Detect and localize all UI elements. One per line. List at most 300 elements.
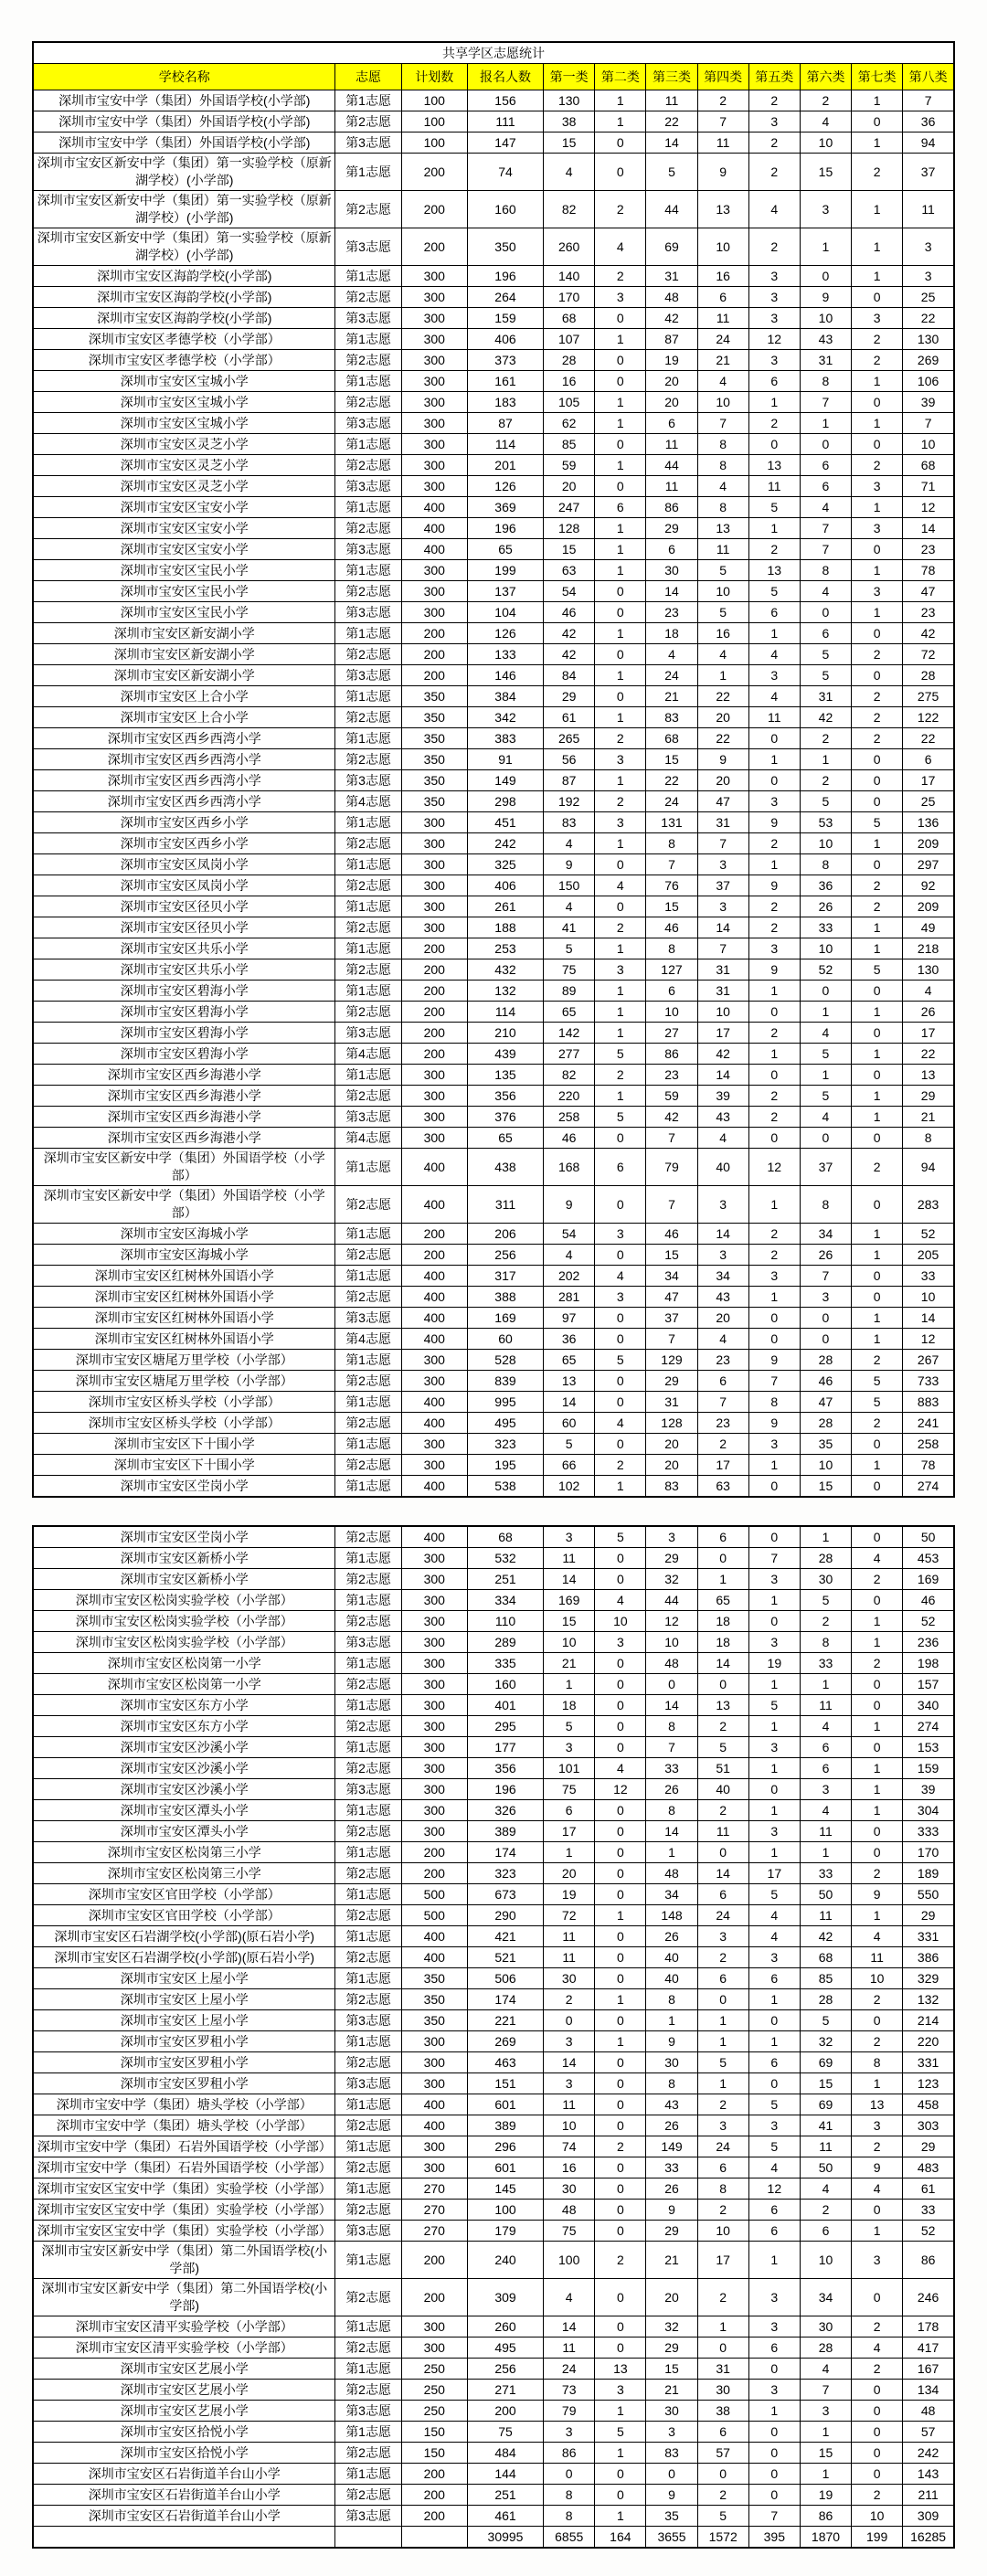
category-1-cell: 15	[544, 539, 595, 560]
school-name-cell: 深圳市宝安区碧海小学	[33, 981, 335, 1002]
category-8-cell: 209	[903, 833, 954, 854]
category-4-cell: 43	[697, 1287, 748, 1308]
category-1-cell: 0	[544, 2010, 595, 2031]
category-8-cell: 52	[903, 2221, 954, 2242]
category-5-cell: 6	[748, 602, 800, 623]
plan-count-cell: 500	[401, 1884, 467, 1905]
volunteer-cell: 第1志愿	[335, 686, 401, 707]
table-row	[33, 1149, 954, 1186]
plan-count-cell: 350	[401, 1968, 467, 1989]
table-row	[33, 111, 954, 133]
category-4-cell: 31	[697, 812, 748, 833]
volunteer-cell: 第2志愿	[335, 1947, 401, 1968]
category-2-cell: 0	[595, 896, 646, 917]
category-8-cell: 189	[903, 1863, 954, 1884]
applicant-count-cell: 432	[467, 959, 543, 981]
school-name-cell: 深圳市宝安区沙溪小学	[33, 1779, 335, 1800]
plan-count-cell: 300	[401, 2157, 467, 2178]
category-7-cell: 1	[852, 1779, 903, 1800]
category-4-cell: 16	[697, 266, 748, 287]
category-3-cell: 22	[646, 770, 697, 791]
applicant-count-cell: 195	[467, 1455, 543, 1476]
category-6-cell: 11	[800, 2136, 851, 2157]
category-4-cell: 8	[697, 434, 748, 455]
category-5-cell: 1	[748, 2031, 800, 2052]
category-3-cell: 29	[646, 2337, 697, 2359]
plan-count-cell: 400	[401, 1266, 467, 1287]
category-1-cell: 65	[544, 1002, 595, 1023]
category-8-cell: 269	[903, 350, 954, 371]
category-7-cell: 1	[852, 1632, 903, 1653]
category-3-cell: 40	[646, 1968, 697, 1989]
category-3-cell: 10	[646, 1632, 697, 1653]
category-7-cell: 2	[852, 2031, 903, 2052]
applicant-count-cell: 323	[467, 1863, 543, 1884]
category-8-cell: 122	[903, 707, 954, 728]
category-3-cell: 35	[646, 2506, 697, 2527]
category-5-cell: 5	[748, 1695, 800, 1716]
plan-count-cell: 300	[401, 371, 467, 392]
school-name-cell: 深圳市宝安区松岗实验学校（小学部）	[33, 1632, 335, 1653]
volunteer-cell: 第2志愿	[335, 1989, 401, 2010]
category-7-cell: 0	[852, 1674, 903, 1695]
category-4-cell: 0	[697, 1989, 748, 2010]
category-2-cell: 0	[595, 1968, 646, 1989]
category-2-cell: 0	[595, 2464, 646, 2485]
school-name-cell: 深圳市宝安区松岗实验学校（小学部）	[33, 1590, 335, 1611]
category-1-cell: 281	[544, 1287, 595, 1308]
category-1-cell: 100	[544, 2242, 595, 2279]
table-row	[33, 392, 954, 413]
school-name-cell: 深圳市宝安区宝民小学	[33, 602, 335, 623]
volunteer-cell: 第2志愿	[335, 2279, 401, 2316]
category-1-cell: 48	[544, 2200, 595, 2221]
column-header-volunteer-cell: 志愿	[335, 64, 401, 90]
category-6-cell: 8	[800, 560, 851, 581]
plan-count-cell: 300	[401, 2073, 467, 2094]
table-row	[33, 623, 954, 644]
category-1-cell: 65	[544, 1350, 595, 1371]
category-3-cell: 3	[646, 1526, 697, 1548]
category-2-cell: 0	[595, 1674, 646, 1695]
school-name-cell: 深圳市宝安区宝安中学（集团）实验学校（小学部）	[33, 2178, 335, 2200]
category-3-cell: 48	[646, 1653, 697, 1674]
plan-count-cell: 270	[401, 2178, 467, 2200]
category-8-cell: 21	[903, 1107, 954, 1128]
category-6-cell: 4	[800, 2178, 851, 2200]
applicant-count-cell: 261	[467, 896, 543, 917]
category-5-cell: 5	[748, 497, 800, 518]
table-row	[33, 1186, 954, 1224]
applicant-count-cell: 342	[467, 707, 543, 728]
column-header-school-name-cell: 学校名称	[33, 64, 335, 90]
school-name-cell: 深圳市宝安区径贝小学	[33, 896, 335, 917]
plan-count-cell: 300	[401, 434, 467, 455]
category-3-cell: 127	[646, 959, 697, 981]
category-6-cell: 8	[800, 854, 851, 875]
category-4-cell: 6	[697, 1371, 748, 1392]
plan-count-cell: 300	[401, 833, 467, 854]
category-6-cell: 28	[800, 1350, 851, 1371]
category-5-cell: 395	[748, 2527, 800, 2549]
applicant-count-cell: 179	[467, 2221, 543, 2242]
volunteer-cell: 第1志愿	[335, 371, 401, 392]
category-4-cell: 34	[697, 1266, 748, 1287]
category-4-cell: 7	[697, 413, 748, 434]
volunteer-cell: 第1志愿	[335, 2136, 401, 2157]
volunteer-cell: 第2志愿	[335, 191, 401, 228]
applicant-count-cell: 421	[467, 1926, 543, 1947]
category-5-cell: 6	[748, 2337, 800, 2359]
plan-count-cell: 300	[401, 455, 467, 476]
category-3-cell: 20	[646, 2279, 697, 2316]
category-6-cell: 69	[800, 2052, 851, 2073]
category-6-cell: 2	[800, 770, 851, 791]
category-5-cell: 0	[748, 434, 800, 455]
category-5-cell: 1	[748, 2401, 800, 2422]
category-7-cell: 9	[852, 2157, 903, 2178]
category-3-cell: 20	[646, 392, 697, 413]
plan-count-cell: 300	[401, 1548, 467, 1569]
category-3-cell: 44	[646, 1590, 697, 1611]
school-name-cell: 深圳市宝安中学（集团）外国语学校(小学部)	[33, 90, 335, 111]
category-4-cell: 14	[697, 1065, 748, 1086]
volunteer-cell: 第1志愿	[335, 812, 401, 833]
category-1-cell: 85	[544, 434, 595, 455]
category-7-cell: 2	[852, 728, 903, 749]
school-name-cell: 深圳市宝安区灵芝小学	[33, 476, 335, 497]
category-2-cell: 0	[595, 1569, 646, 1590]
category-5-cell: 13	[748, 455, 800, 476]
volunteer-cell: 第1志愿	[335, 938, 401, 959]
applicant-count-cell: 221	[467, 2010, 543, 2031]
category-7-cell: 1	[852, 1224, 903, 1245]
applicant-count-cell: 174	[467, 1989, 543, 2010]
category-2-cell: 1	[595, 770, 646, 791]
category-3-cell: 8	[646, 833, 697, 854]
category-6-cell: 28	[800, 1548, 851, 1569]
category-6-cell: 1	[800, 1674, 851, 1695]
category-2-cell: 0	[595, 1308, 646, 1329]
school-name-cell: 深圳市宝安区西乡西湾小学	[33, 770, 335, 791]
school-name-cell: 深圳市宝安区清平实验学校（小学部）	[33, 2316, 335, 2337]
applicant-count-cell: 151	[467, 2073, 543, 2094]
school-name-cell: 深圳市宝安区上屋小学	[33, 1968, 335, 1989]
category-1-cell: 130	[544, 90, 595, 111]
category-5-cell: 3	[748, 1266, 800, 1287]
category-6-cell: 33	[800, 1863, 851, 1884]
school-name-cell: 深圳市宝安区红树林外国语小学	[33, 1266, 335, 1287]
category-3-cell: 44	[646, 191, 697, 228]
table-row	[33, 1128, 954, 1149]
category-8-cell: 205	[903, 1245, 954, 1266]
plan-count-cell: 300	[401, 287, 467, 308]
category-3-cell: 42	[646, 308, 697, 329]
category-2-cell: 4	[595, 1590, 646, 1611]
category-6-cell: 1	[800, 228, 851, 266]
table-row	[33, 1287, 954, 1308]
category-2-cell: 3	[595, 287, 646, 308]
table-row	[33, 749, 954, 770]
category-6-cell: 3	[800, 1779, 851, 1800]
category-6-cell: 31	[800, 350, 851, 371]
category-4-cell: 1	[697, 2316, 748, 2337]
category-2-cell: 1	[595, 455, 646, 476]
category-5-cell: 5	[748, 2136, 800, 2157]
category-8-cell: 267	[903, 1350, 954, 1371]
plan-count-cell: 300	[401, 1611, 467, 1632]
category-2-cell: 0	[595, 2178, 646, 2200]
category-1-cell: 86	[544, 2443, 595, 2464]
category-8-cell: 134	[903, 2380, 954, 2401]
applicant-count-cell: 149	[467, 770, 543, 791]
category-6-cell: 10	[800, 938, 851, 959]
category-8-cell: 483	[903, 2157, 954, 2178]
category-8-cell: 159	[903, 1758, 954, 1779]
category-2-cell: 2	[595, 2242, 646, 2279]
category-7-cell: 0	[852, 1266, 903, 1287]
category-8-cell: 274	[903, 1716, 954, 1737]
category-7-cell: 3	[852, 308, 903, 329]
category-2-cell: 3	[595, 2380, 646, 2401]
category-5-cell: 4	[748, 191, 800, 228]
plan-count-cell: 300	[401, 1800, 467, 1821]
category-1-cell: 10	[544, 2115, 595, 2136]
category-6-cell: 11	[800, 1821, 851, 1842]
category-1-cell: 60	[544, 1413, 595, 1434]
category-8-cell: 3	[903, 228, 954, 266]
category-1-cell: 4	[544, 2279, 595, 2316]
category-3-cell: 20	[646, 1434, 697, 1455]
category-3-cell: 148	[646, 1905, 697, 1926]
school-name-cell: 深圳市宝安区凤岗小学	[33, 875, 335, 896]
plan-count-cell: 300	[401, 1632, 467, 1653]
applicant-count-cell: 389	[467, 2115, 543, 2136]
volunteer-cell: 第1志愿	[335, 2422, 401, 2443]
category-3-cell: 19	[646, 350, 697, 371]
category-1-cell: 73	[544, 2380, 595, 2401]
category-8-cell: 68	[903, 455, 954, 476]
plan-count-cell: 150	[401, 2422, 467, 2443]
volunteer-cell: 第2志愿	[335, 917, 401, 938]
category-4-cell: 31	[697, 2359, 748, 2380]
volunteer-cell: 第3志愿	[335, 2010, 401, 2031]
category-1-cell: 20	[544, 476, 595, 497]
category-7-cell: 0	[852, 287, 903, 308]
category-6-cell: 69	[800, 2094, 851, 2115]
volunteer-cell: 第1志愿	[335, 1695, 401, 1716]
category-3-cell: 7	[646, 1737, 697, 1758]
category-6-cell: 50	[800, 2157, 851, 2178]
category-4-cell: 6	[697, 1884, 748, 1905]
category-3-cell: 6	[646, 413, 697, 434]
category-8-cell: 211	[903, 2485, 954, 2506]
category-7-cell: 0	[852, 392, 903, 413]
applicant-count-cell: 160	[467, 1674, 543, 1695]
volunteer-cell: 第3志愿	[335, 476, 401, 497]
plan-count-cell: 200	[401, 981, 467, 1002]
plan-count-cell: 400	[401, 1329, 467, 1350]
applicant-count-cell: 133	[467, 644, 543, 665]
category-4-cell: 11	[697, 308, 748, 329]
applicant-count-cell: 406	[467, 329, 543, 350]
category-7-cell: 0	[852, 1023, 903, 1044]
applicant-count-cell: 74	[467, 154, 543, 191]
category-7-cell: 1	[852, 1800, 903, 1821]
plan-count-cell: 200	[401, 959, 467, 981]
plan-count-cell: 300	[401, 1086, 467, 1107]
category-4-cell: 24	[697, 329, 748, 350]
school-name-cell: 深圳市宝安区新安湖小学	[33, 623, 335, 644]
category-6-cell: 19	[800, 2485, 851, 2506]
plan-count-cell: 300	[401, 2337, 467, 2359]
table-row	[33, 1611, 954, 1632]
category-8-cell: 132	[903, 1989, 954, 2010]
category-7-cell: 1	[852, 371, 903, 392]
category-7-cell: 0	[852, 1128, 903, 1149]
category-5-cell: 1	[748, 1800, 800, 1821]
category-8-cell: 274	[903, 1476, 954, 1498]
school-name-cell: 深圳市宝安区红树林外国语小学	[33, 1308, 335, 1329]
volunteer-cell: 第2志愿	[335, 644, 401, 665]
category-5-cell: 19	[748, 1653, 800, 1674]
category-7-cell: 1	[852, 191, 903, 228]
plan-count-cell: 300	[401, 1434, 467, 1455]
category-4-cell: 40	[697, 1779, 748, 1800]
category-5-cell: 5	[748, 581, 800, 602]
category-7-cell: 3	[852, 581, 903, 602]
category-3-cell: 33	[646, 2157, 697, 2178]
table-row	[33, 1569, 954, 1590]
category-2-cell: 1	[595, 518, 646, 539]
table-row	[33, 1590, 954, 1611]
category-3-cell: 8	[646, 1800, 697, 1821]
table-row	[33, 2242, 954, 2279]
volunteer-cell: 第2志愿	[335, 392, 401, 413]
table-title: 共享学区志愿统计	[33, 42, 954, 64]
category-3-cell: 14	[646, 1695, 697, 1716]
applicant-count-cell: 673	[467, 1884, 543, 1905]
category-1-cell: 42	[544, 623, 595, 644]
school-name-cell: 深圳市宝安区潭头小学	[33, 1821, 335, 1842]
table-row	[33, 854, 954, 875]
school-name-cell: 深圳市宝安区艺展小学	[33, 2359, 335, 2380]
category-6-cell: 15	[800, 2443, 851, 2464]
category-7-cell: 5	[852, 812, 903, 833]
plan-count-cell: 200	[401, 1842, 467, 1863]
category-4-cell: 2	[697, 2094, 748, 2115]
applicant-count-cell: 495	[467, 1413, 543, 1434]
school-name-cell: 深圳市宝安区海城小学	[33, 1224, 335, 1245]
category-2-cell: 1	[595, 1905, 646, 1926]
table-row	[33, 2337, 954, 2359]
category-3-cell: 15	[646, 1245, 697, 1266]
category-1-cell: 72	[544, 1905, 595, 1926]
volunteer-cell: 第3志愿	[335, 2506, 401, 2527]
category-5-cell: 9	[748, 959, 800, 981]
plan-count-cell: 300	[401, 476, 467, 497]
category-4-cell: 14	[697, 1653, 748, 1674]
category-2-cell: 0	[595, 854, 646, 875]
table-row	[33, 1863, 954, 1884]
category-1-cell: 0	[544, 2464, 595, 2485]
applicant-count-cell: 463	[467, 2052, 543, 2073]
plan-count-cell: 200	[401, 1023, 467, 1044]
plan-count-cell: 150	[401, 2443, 467, 2464]
category-1-cell: 17	[544, 1821, 595, 1842]
category-2-cell: 3	[595, 1287, 646, 1308]
category-3-cell: 34	[646, 1266, 697, 1287]
category-4-cell: 3	[697, 854, 748, 875]
category-1-cell: 61	[544, 707, 595, 728]
volunteer-cell: 第2志愿	[335, 875, 401, 896]
school-name-cell: 深圳市宝安区西乡西湾小学	[33, 791, 335, 812]
applicant-count-cell: 145	[467, 2178, 543, 2200]
category-4-cell: 10	[697, 228, 748, 266]
category-1-cell: 18	[544, 1695, 595, 1716]
school-name-cell: 深圳市宝安区碧海小学	[33, 1023, 335, 1044]
category-6-cell: 2	[800, 90, 851, 111]
category-3-cell: 8	[646, 938, 697, 959]
category-6-cell: 4	[800, 1716, 851, 1737]
category-7-cell: 0	[852, 111, 903, 133]
category-5-cell: 0	[748, 770, 800, 791]
volunteer-cell: 第2志愿	[335, 1455, 401, 1476]
category-7-cell: 0	[852, 1065, 903, 1086]
plan-count-cell: 300	[401, 1737, 467, 1758]
category-3-cell: 30	[646, 2401, 697, 2422]
category-5-cell: 2	[748, 917, 800, 938]
volunteer-cell: 第2志愿	[335, 2200, 401, 2221]
category-3-cell: 9	[646, 2031, 697, 2052]
category-2-cell: 0	[595, 1548, 646, 1569]
category-3-cell: 27	[646, 1023, 697, 1044]
category-6-cell: 7	[800, 518, 851, 539]
table-row	[33, 1884, 954, 1905]
category-2-cell: 1	[595, 2031, 646, 2052]
category-2-cell: 0	[595, 371, 646, 392]
school-name-cell: 深圳市宝安区沙溪小学	[33, 1758, 335, 1779]
plan-count-cell: 300	[401, 560, 467, 581]
category-7-cell: 0	[852, 749, 903, 770]
plan-count-cell: 350	[401, 2010, 467, 2031]
category-3-cell: 14	[646, 581, 697, 602]
category-7-cell: 4	[852, 2178, 903, 2200]
category-4-cell: 0	[697, 1674, 748, 1695]
category-4-cell: 10	[697, 1002, 748, 1023]
volunteer-cell: 第2志愿	[335, 518, 401, 539]
school-name-cell: 深圳市宝安区下十围小学	[33, 1455, 335, 1476]
category-1-cell: 11	[544, 1947, 595, 1968]
school-name-cell	[33, 2527, 335, 2549]
category-3-cell: 9	[646, 2200, 697, 2221]
volunteer-cell: 第1志愿	[335, 434, 401, 455]
category-4-cell: 7	[697, 111, 748, 133]
category-2-cell: 0	[595, 1716, 646, 1737]
category-3-cell: 21	[646, 2242, 697, 2279]
category-2-cell: 0	[595, 1884, 646, 1905]
plan-count-cell: 300	[401, 602, 467, 623]
category-6-cell: 6	[800, 623, 851, 644]
category-4-cell: 31	[697, 959, 748, 981]
category-1-cell: 79	[544, 2401, 595, 2422]
plan-count-cell: 300	[401, 350, 467, 371]
volunteer-cell: 第1志愿	[335, 560, 401, 581]
category-5-cell: 9	[748, 1350, 800, 1371]
category-1-cell: 14	[544, 2052, 595, 2073]
plan-count-cell: 300	[401, 1695, 467, 1716]
category-1-cell: 28	[544, 350, 595, 371]
